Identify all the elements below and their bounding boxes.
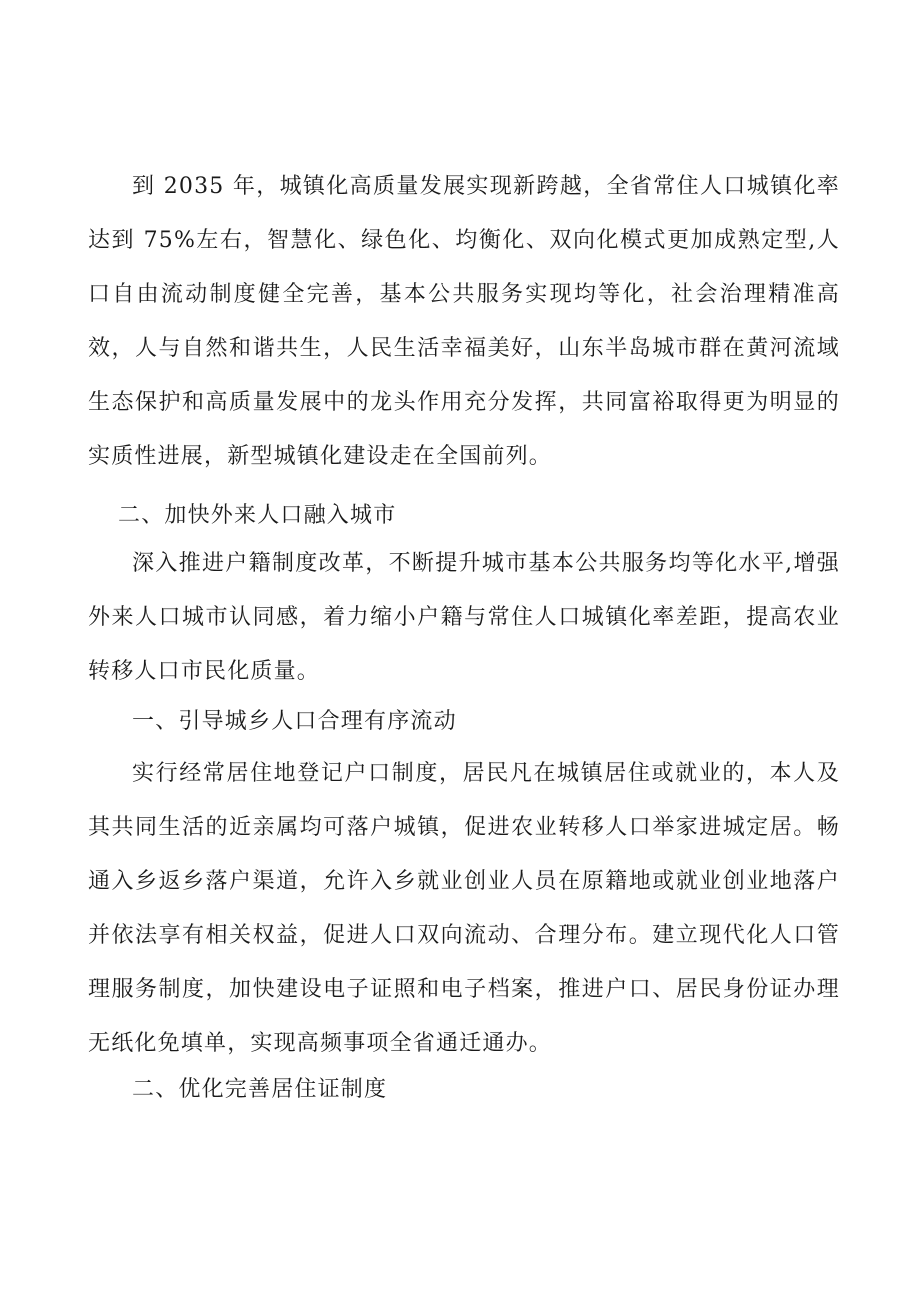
subsection-heading-population-flow: 一、引导城乡人口合理有序流动: [132, 709, 457, 734]
paragraph-household-registration-reform: 深入推进户籍制度改革，不断提升城市基本公共服务均等化水平,增强外来人口城市认同感，着力缩小户籍与常住人口城镇化率差距，提高农业转移人口市民化质量。: [88, 551, 840, 684]
subsection-heading-residence-permit: 二、优化完善居住证制度: [132, 1077, 388, 1102]
section-heading-migrant-integration: 二、加快外来人口融入城市: [118, 503, 397, 528]
paragraph-2035-goals: 到 2035 年，城镇化高质量发展实现新跨越，全省常住人口城镇化率达到 75%左右，智慧化、绿色化、均衡化、双向化模式更加成熟定型,人口自由流动制度健全完善，基本公共服务实现均等化，社会治理精准高效，人与自然和谐共生，人民生活幸福美好，山东半岛城市群在黄河流域生态保护和高质量发展中的龙头作用充分发挥，共同富裕取得更为明显的实质性进展，新型城镇化建设走在全国前列。: [88, 174, 840, 469]
paragraph-residence-registration: 实行经常居住地登记户口制度，居民凡在城镇居住或就业的，本人及其共同生活的近亲属均可落户城镇，促进农业转移人口举家进城定居。畅通入乡返乡落户渠道，允许入乡就业创业人员在原籍地或就业创业地落户并依法享有相关权益，促进人口双向流动、合理分布。建立现代化人口管理服务制度，加快建设电子证照和电子档案，推进户口、居民身份证办理无纸化免填单，实现高频事项全省通迁通办。: [88, 761, 840, 1056]
